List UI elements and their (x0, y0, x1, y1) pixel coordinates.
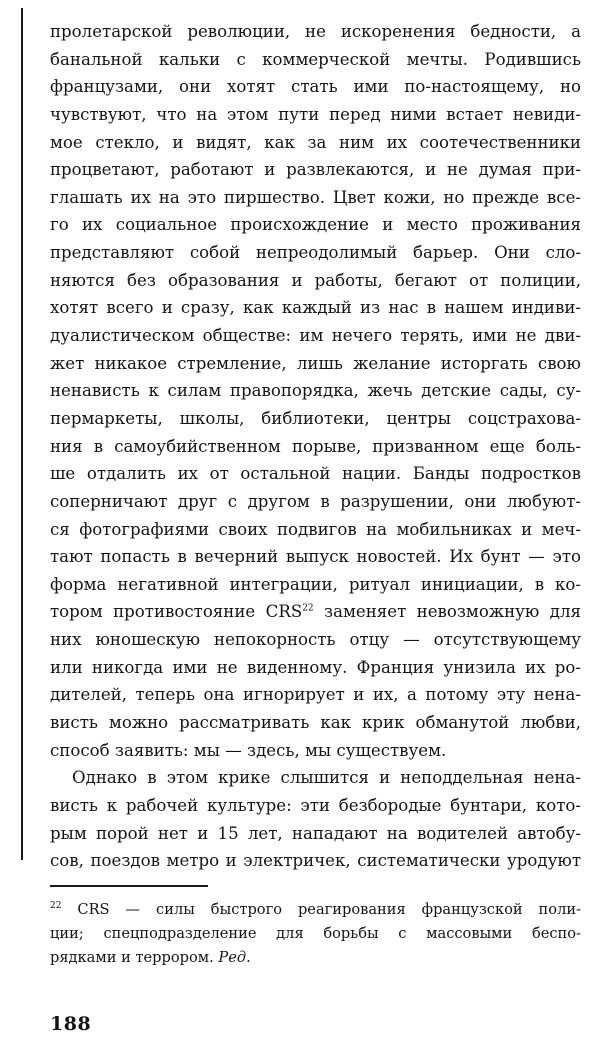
paragraph-end-line: способ заявить: мы — здесь, мы существуем. (50, 740, 447, 760)
text-line: французами, они хотят стать ими по-настоящему, но (50, 77, 581, 97)
text-line: ше отдалить их от остальной нации. Банды подростков (50, 464, 581, 484)
footnote (50, 898, 581, 970)
footnote-line (50, 946, 581, 970)
crs-text-after: заменяет невозможную для (313, 602, 581, 622)
text-line: дуалистическом обществе: им нечего терять, ими не дви- (50, 326, 581, 346)
text-line: тают попасть в вечерний выпуск новостей. Их бунт — это (50, 547, 581, 567)
text-line: процветают, работают и развлекаются, и не думая при- (50, 160, 581, 180)
text-line: соперничают друг с другом в разрушении, они любуют- (50, 491, 581, 511)
footnote-reference: 22 (302, 603, 314, 614)
text-line: няются без образования и работы, бегают от полиции, (50, 270, 581, 290)
text-line: чувствуют, что на этом пути перед ними встает невиди- (50, 104, 581, 124)
footnote-separator (50, 885, 208, 887)
footnote-text: рядками и террором. (50, 949, 219, 966)
text-line: дителей, теперь она игнорирует и их, а потому эту нена- (50, 685, 581, 705)
text-line: висть к рабочей культуре: эти безбородые бунтари, кото- (50, 795, 581, 815)
text-line: ния в самоубийственном порыве, призванном еще боль- (50, 436, 581, 456)
text-line: или никогда ими не виденному. Франция унизила их ро- (50, 657, 581, 677)
editor-note: Ред. (218, 949, 251, 966)
footnote-line: ции; спецподразделение для борьбы с массовыми беспо- (50, 925, 581, 942)
text-line: представляют собой непреодолимый барьер. Они сло- (50, 243, 581, 263)
text-line: форма негативной интеграции, ритуал инициации, в ко- (50, 574, 581, 594)
text-line: них юношескую непокорность отцу — отсутствующему (50, 630, 581, 650)
footnote-line (50, 898, 581, 922)
text-line-with-footnote-ref (50, 598, 581, 626)
text-line: рым порой нет и 15 лет, нападают на водителей автобу- (50, 823, 581, 843)
text-line: мое стекло, и видят, как за ним их соотечественники (50, 132, 581, 152)
page-number: 188 (50, 1013, 92, 1035)
text-line: пролетарской революции, не искоренения бедности, а (50, 22, 581, 41)
text-line: хотят всего и сразу, как каждый из нас в нашем индиви- (50, 298, 581, 318)
footnote-number: 22 (50, 901, 62, 912)
text-line: глашать их на это пиршество. Цвет кожи, но прежде все- (50, 187, 581, 207)
margin-vertical-rule (21, 8, 23, 860)
text-line: банальной кальки с коммерческой мечты. Родившись (50, 49, 581, 69)
text-line: ся фотографиями своих подвигов на мобильниках и меч- (50, 519, 581, 539)
text-line: сов, поездов метро и электричек, систематически уродуют (50, 851, 581, 871)
text-line: ненависть к силам правопорядка, жечь детские сады, су- (50, 381, 581, 401)
text-line: го их социальное происхождение и место проживания (50, 215, 581, 235)
paragraph-start-line: Однако в этом крике слышится и неподдельная нена- (72, 768, 581, 788)
crs-text-before: тором противостояние CRS (50, 602, 303, 622)
text-line: жет никакое стремление, лишь желание исторгать свою (50, 353, 581, 373)
text-line: пермаркеты, школы, библиотеки, центры соцстрахова- (50, 408, 581, 428)
footnote-text: CRS — силы быстрого реагирования французской поли- (61, 901, 581, 918)
text-line: висть можно рассматривать как крик обманутой любви, (50, 713, 581, 733)
main-text-body (50, 18, 581, 875)
